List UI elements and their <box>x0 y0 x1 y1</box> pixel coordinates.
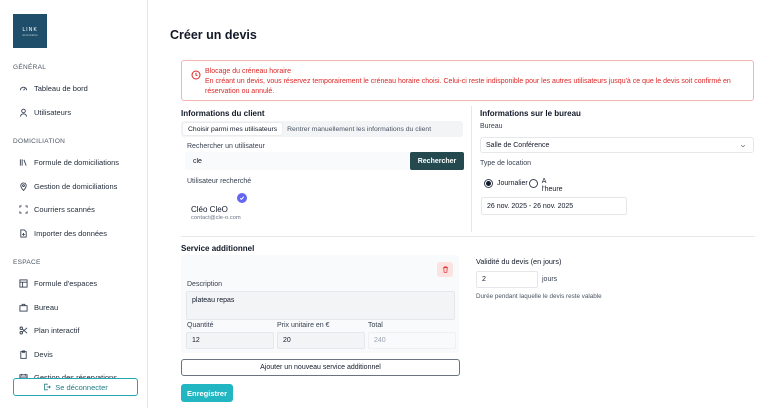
user-icon <box>19 108 28 117</box>
save-button[interactable]: Enregistrer <box>181 384 233 402</box>
trash-icon <box>442 266 449 273</box>
quantity-label: Quantité <box>187 322 214 329</box>
search-user-label: Rechercher un utilisateur <box>187 143 265 150</box>
validity-label: Validité du devis (en jours) <box>476 257 562 266</box>
layout-icon <box>19 279 28 288</box>
radio-a-l-heure[interactable] <box>529 179 538 188</box>
section-label-espace: ESPACE <box>13 259 41 266</box>
logout-label: Se déconnecter <box>55 382 108 392</box>
sidebar-item-label: Plan interactif <box>34 326 80 336</box>
clipboard-icon <box>19 350 28 359</box>
column-divider <box>471 106 472 232</box>
search-user-field <box>185 152 464 170</box>
bureau-select-value: Salle de Conférence <box>486 141 550 149</box>
chevron-down-icon <box>740 143 746 149</box>
client-mode-tabs <box>181 121 463 137</box>
search-user-input[interactable] <box>185 152 411 170</box>
description-textarea[interactable]: plateau repas <box>186 291 455 320</box>
sidebar-item-label: Formule de domiciliations <box>34 158 120 168</box>
tab-manual-entry[interactable]: Rentrer manuellement les informations du client <box>287 125 432 133</box>
total-label: Total <box>368 322 383 329</box>
main-content <box>148 0 768 408</box>
sidebar-item-formule-domiciliations[interactable] <box>13 151 135 175</box>
unit-price-label: Prix unitaire en € <box>277 322 330 329</box>
logout-icon <box>43 383 51 391</box>
radio-journalier-label: Journalier <box>497 180 528 187</box>
radio-journalier[interactable] <box>484 179 493 188</box>
unit-price-input[interactable]: 20 <box>277 332 365 349</box>
sidebar-item-label: Bureau <box>34 302 59 312</box>
clock-alert-icon <box>191 70 201 80</box>
tab-choose-user[interactable]: Choisir parmi mes utilisateurs <box>183 123 282 135</box>
sidebar-item-courriers-scannes[interactable] <box>13 198 135 222</box>
client-info-heading: Informations du client <box>181 109 265 118</box>
validity-days-input[interactable]: 2 <box>476 271 538 288</box>
gauge-icon <box>19 84 28 93</box>
scissors-icon <box>19 326 28 335</box>
sidebar-item-devis[interactable] <box>13 343 135 367</box>
alert-message: En créant un devis, vous réservez temporairement le créneau horaire choisi. Celui-ci reste indisponible pour les autres utilisateurs jusqu'à ce que le devis soit confirmé en réservation ou annulé. <box>205 78 731 95</box>
searched-user-label: Utilisateur recherché <box>187 178 252 185</box>
sidebar <box>0 0 148 408</box>
date-range-picker[interactable]: 26 nov. 2025 - 26 nov. 2025 <box>481 197 627 215</box>
bureau-label: Bureau <box>480 123 503 130</box>
file-import-icon <box>19 229 28 238</box>
scan-icon <box>19 205 28 214</box>
slot-blocking-alert <box>181 60 754 101</box>
radio-a-l-heure-label: A l'heure <box>541 178 563 193</box>
sidebar-item-importer-donnees[interactable] <box>13 222 135 246</box>
sidebar-item-label: Devis <box>34 349 53 359</box>
logout-button[interactable] <box>13 378 138 396</box>
sidebar-item-label: Utilisateurs <box>34 107 72 117</box>
alert-title: Blocage du créneau horaire <box>205 68 292 75</box>
location-type-label: Type de location <box>480 160 531 167</box>
sidebar-item-formule-espaces[interactable] <box>13 272 135 296</box>
user-name[interactable]: Cléo CleO <box>191 205 228 214</box>
sidebar-item-gestion-domiciliations[interactable] <box>13 175 135 199</box>
map-pin-icon <box>19 182 28 191</box>
sidebar-item-tableau-de-bord[interactable] <box>13 77 135 101</box>
section-label-general: GÉNÉRAL <box>13 64 47 71</box>
briefcase-icon <box>19 303 28 312</box>
section-label-domiciliation: DOMICILIATION <box>13 138 66 145</box>
description-label: Description <box>187 281 223 288</box>
delete-service-button[interactable] <box>437 262 453 277</box>
library-icon <box>19 158 28 167</box>
section-divider <box>181 236 755 237</box>
sidebar-item-label: Gestion de domiciliations <box>34 181 118 191</box>
total-field: 240 <box>368 332 456 349</box>
sidebar-item-bureau[interactable] <box>13 296 135 320</box>
sidebar-item-label: Tableau de bord <box>34 84 88 94</box>
validity-unit: jours <box>542 276 558 283</box>
service-heading: Service additionnel <box>181 244 255 253</box>
sidebar-item-utilisateurs[interactable] <box>13 101 135 125</box>
validity-hint: Durée pendant laquelle le devis reste valable <box>476 293 602 300</box>
add-service-button[interactable]: Ajouter un nouveau service additionnel <box>181 359 460 376</box>
quantity-input[interactable]: 12 <box>186 332 274 349</box>
sidebar-item-label: Courriers scannés <box>34 205 95 215</box>
sidebar-item-label: Importer des données <box>34 228 107 238</box>
bureau-select[interactable] <box>480 137 754 153</box>
sidebar-item-plan-interactif[interactable] <box>13 319 135 343</box>
selected-check-icon[interactable] <box>237 193 247 203</box>
company-logo[interactable]: LINK domiciliation <box>13 14 47 48</box>
location-type-radio-group <box>484 178 568 194</box>
sidebar-item-label: Formule d'espaces <box>34 279 98 289</box>
office-info-heading: Informations sur le bureau <box>480 109 581 118</box>
user-email: contact@cle-o.com <box>191 215 241 221</box>
search-button[interactable]: Rechercher <box>410 152 464 170</box>
page-title: Créer un devis <box>170 28 257 42</box>
